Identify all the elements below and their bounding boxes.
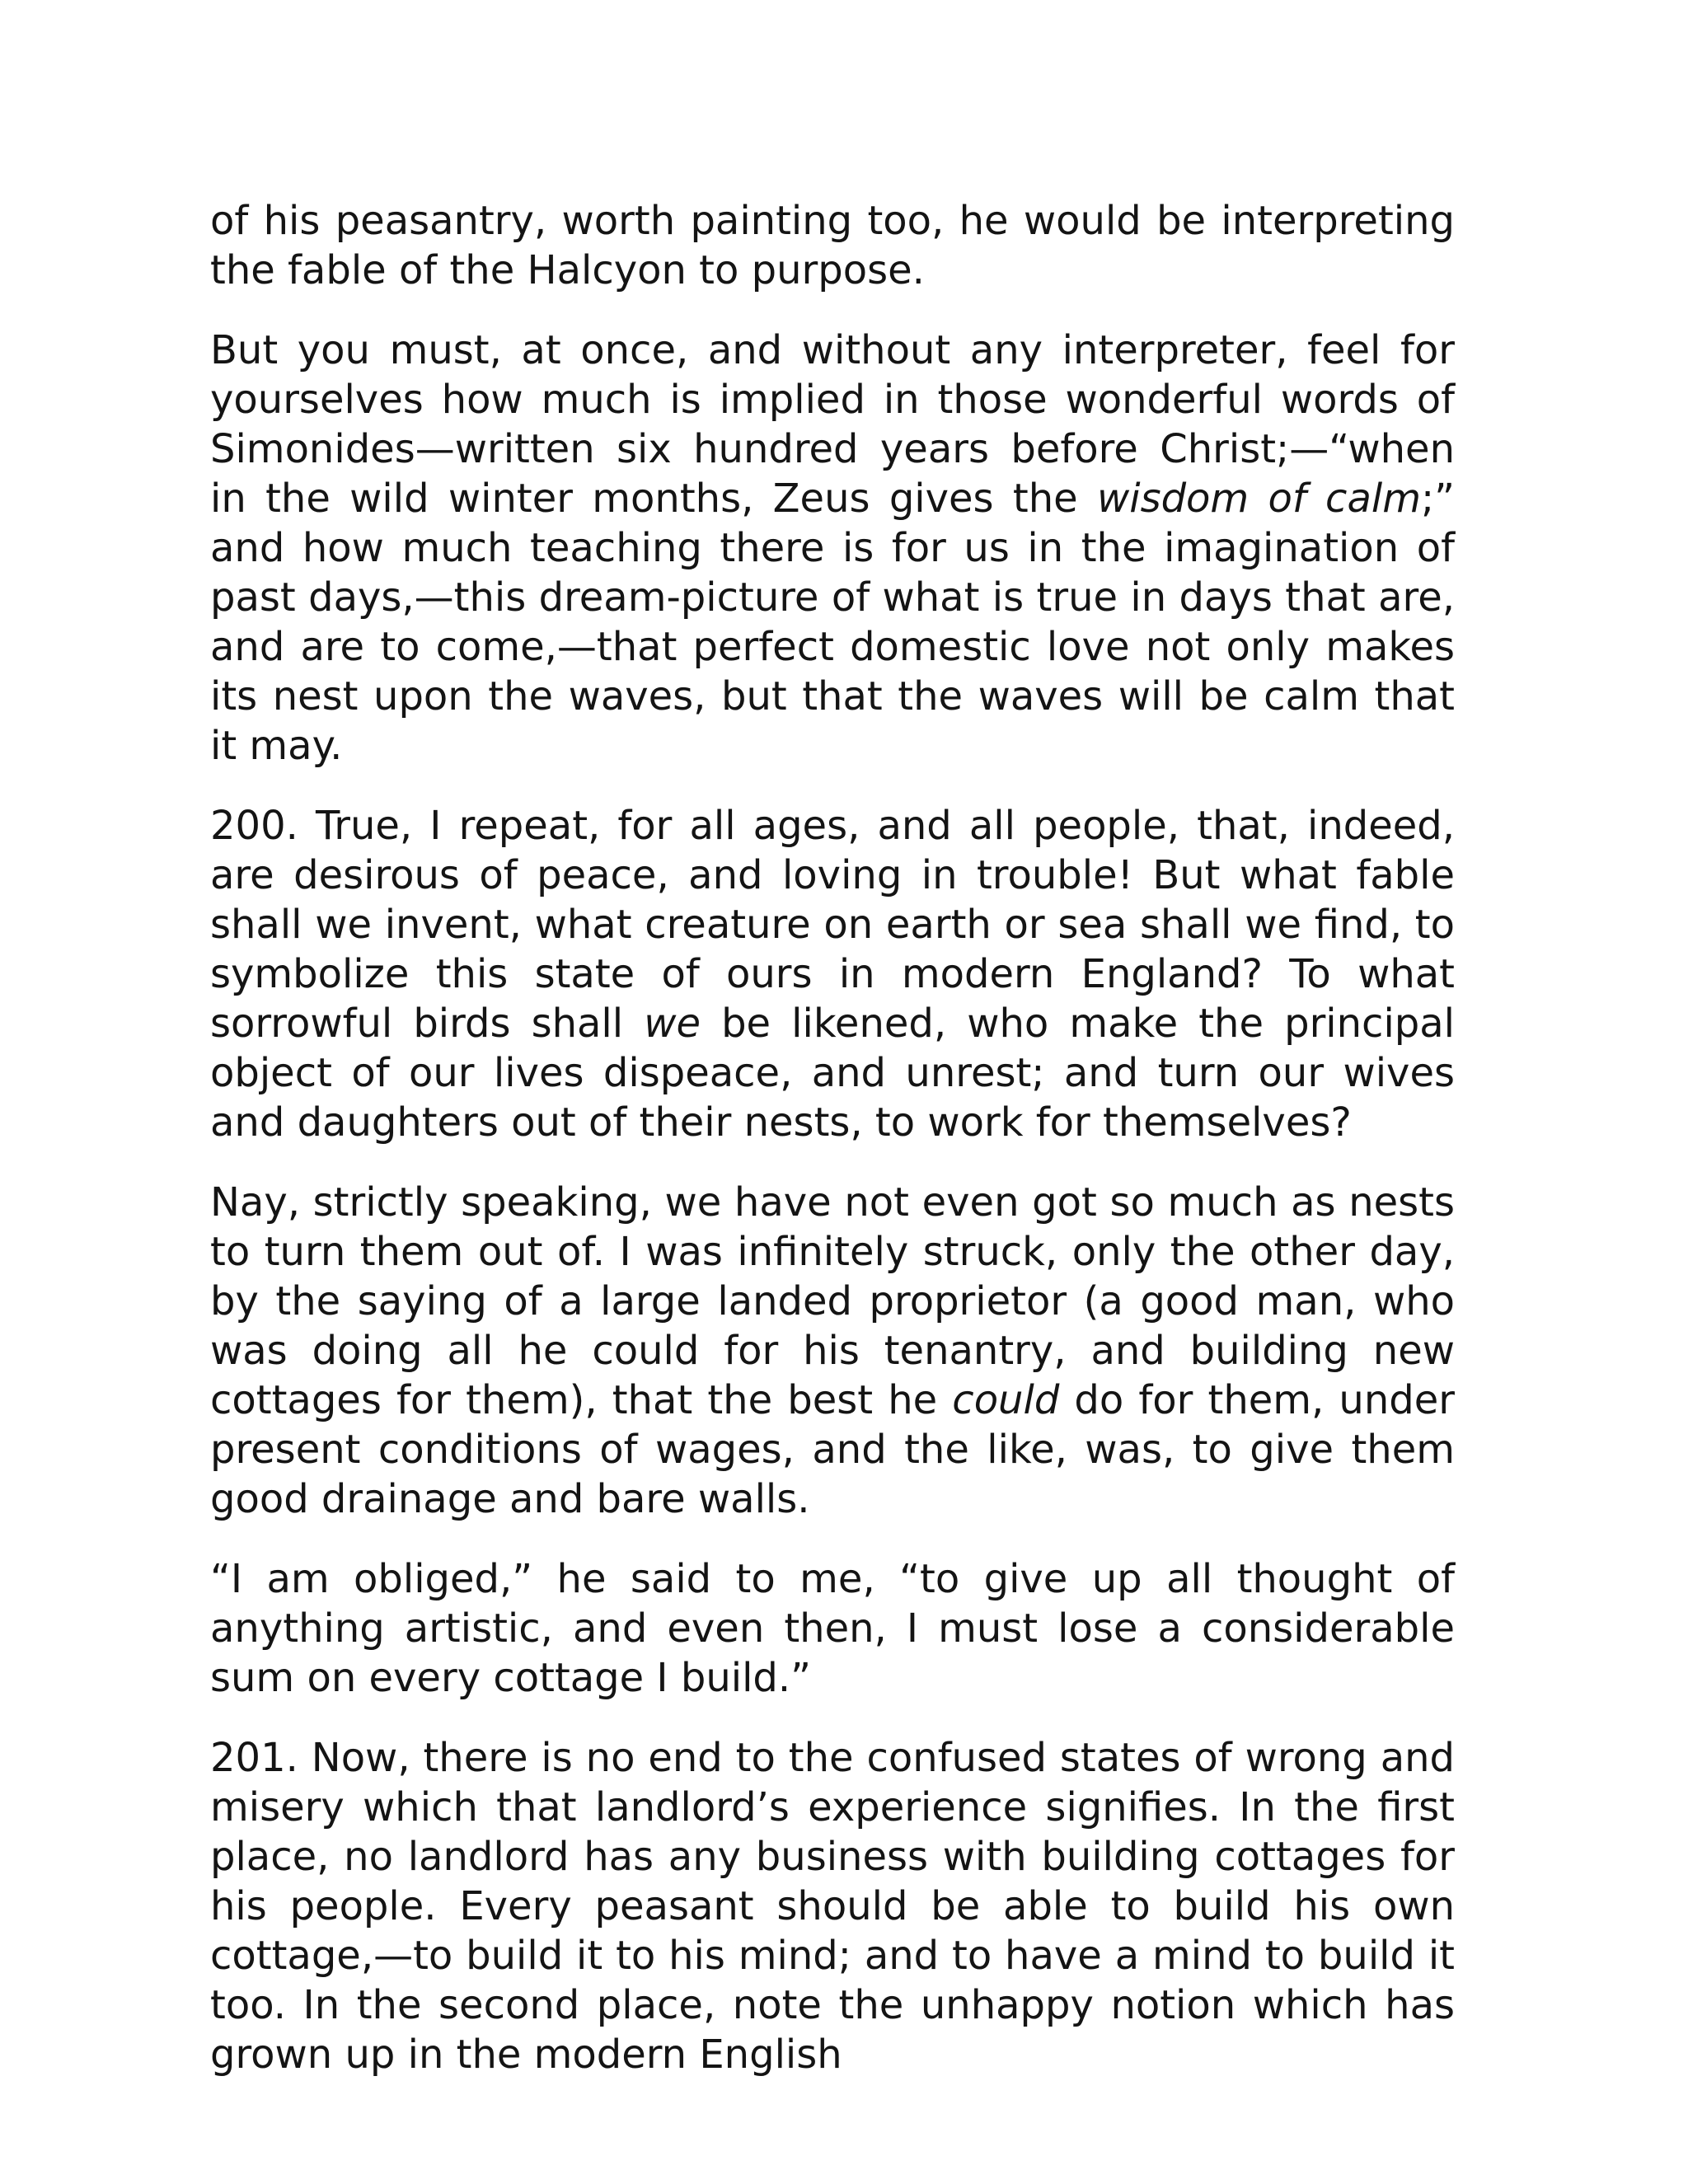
text-run: ;” and how much teaching there is for us in the imagination of past days,—this dream-picture of what is true in days that are, and are to come,—that perfect domestic love not only makes its nest upon the waves, but that the waves will be calm that it may.	[210, 476, 1456, 769]
paragraph	[210, 1554, 1455, 1703]
text-run: 200. True, I repeat, for all ages, and all people, that, indeed, are desirous of peace, and loving in trouble! But what fable shall we invent, what creature on earth or sea shall we find, to symbolize this state of ours in modern England? To what sorrowful birds shall	[210, 803, 1455, 1047]
text-run: 201. Now, there is no end to the confused states of wrong and misery which that landlord’s experience signifies. In the first place, no landlord has any business with building cottages for his people. Every peasant should be able to build his own cottage,—to build it to his mind; and to have a mind to build it too. In the second place, note the unhappy notion which has grown up in the modern English	[210, 1735, 1455, 2078]
paragraph	[210, 1733, 1455, 2079]
italic-text-run: wisdom of calm	[1096, 476, 1421, 522]
text-run: But you must, at once, and without any interpreter, feel for yourselves how much is implied in those wonderful words of Simonides—written six hundred years before Christ;—“when in the wild winter months, Zeus gives the	[210, 327, 1455, 522]
page-body	[210, 196, 1455, 2079]
paragraph	[210, 1178, 1455, 1524]
paragraph	[210, 326, 1455, 771]
text-run: be likened, who make the principal object of our lives dispeace, and unrest; and turn our wives and daughters out of their nests, to work for themselves?	[210, 1001, 1456, 1146]
italic-text-run: could	[952, 1377, 1060, 1423]
italic-text-run: we	[644, 1001, 701, 1047]
text-run: do for them, under present conditions of wages, and the like, was, to give them good drainage and bare walls.	[210, 1377, 1456, 1522]
paragraph	[210, 196, 1455, 295]
text-run: Nay, strictly speaking, we have not even got so much as nests to turn them out of. I was infinitely struck, only the other day, by the saying of a large landed proprietor (a good man, who was doing all he could for his tenantry, and building new cottages for them), that the best he	[210, 1179, 1455, 1423]
text-run: “I am obliged,” he said to me, “to give up all thought of anything artistic, and even then, I must lose a considerable sum on every cottage I build.”	[210, 1556, 1455, 1701]
paragraph	[210, 801, 1455, 1147]
text-run: of his peasantry, worth painting too, he would be interpreting the fable of the Halcyon to purpose.	[210, 198, 1455, 293]
